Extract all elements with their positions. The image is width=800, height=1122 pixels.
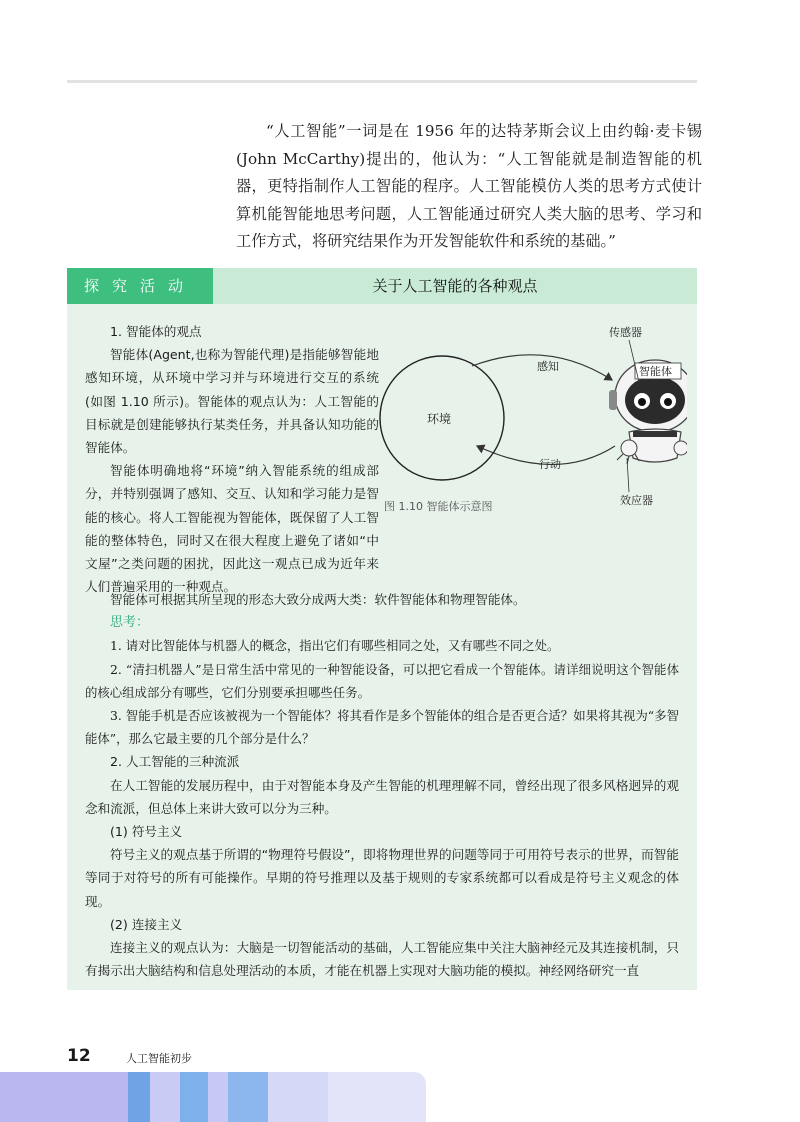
agent-label: 智能体: [639, 365, 672, 378]
symbolism-heading: (1) 符号主义: [110, 824, 183, 840]
section1-paragraph-3: 智能体可根据其所呈现的形态大致分成两大类：软件智能体和物理智能体。: [110, 592, 526, 607]
panel-tag: 探究活动: [67, 268, 213, 304]
sensor-label: 传感器: [609, 326, 642, 339]
panel-title: 关于人工智能的各种观点: [213, 268, 697, 304]
panel-header: [67, 268, 697, 304]
section1-text: [85, 320, 379, 598]
section2-heading: 2. 人工智能的三种流派: [110, 754, 240, 770]
page-number: 12: [67, 1046, 91, 1066]
connectionism-heading: (2) 连接主义: [110, 916, 183, 932]
act-label: 行动: [539, 458, 561, 471]
section1-continued: [85, 588, 679, 982]
think-question-3: 3. 智能手机是否应该被视为一个智能体？将其看作是多个智能体的组合是否更合适？如果将其视为“多智能体”，那么它最主要的几个部分是什么？: [85, 708, 679, 747]
think-question-2: 2. “清扫机器人”是日常生活中常见的一种智能设备，可以把它看成一个智能体。请详细说明这个智能体的核心组成部分有哪些，它们分别要承担哪些任务。: [85, 661, 679, 700]
think-question-1: 1. 请对比智能体与机器人的概念，指出它们有哪些相同之处，又有哪些不同之处。: [110, 638, 560, 654]
effector-label: 效应器: [620, 494, 653, 507]
book-title: 人工智能初步: [126, 1052, 192, 1065]
section2-paragraph: 在人工智能的发展历程中，由于对智能本身及产生智能的机理理解不同，曾经出现了很多风格迥异的观念和流派，但总体上来讲大致可以分为三种。: [85, 777, 679, 816]
agent-diagram: [377, 318, 687, 518]
top-rule: [67, 80, 697, 83]
perceive-label: 感知: [537, 360, 559, 373]
connectionism-text: 连接主义的观点认为：大脑是一切智能活动的基础，人工智能应集中关注大脑神经元及其连接机制，只有揭示出大脑结构和信息处理活动的本质，才能在机器上实现对大脑功能的模拟。神经网络研究一直: [85, 940, 679, 979]
agent-diagram-svg: [377, 318, 687, 518]
section1-paragraph-1: 智能体(Agent,也称为智能代理)是指能够智能地感知环境，从环境中学习并与环境进行交互的系统(如图 1.10 所示)。智能体的观点认为：人工智能的目标就是创建能够执行某类任务，并具备认知功能的智能体。: [85, 347, 379, 456]
effector-leader: [627, 458, 629, 492]
symbolism-text: 符号主义的观点基于所谓的“物理符号假设”，即将物理世界的问题等同于可用符号表示的世界，而智能等同于对符号的所有可能操作。早期的符号推理以及基于规则的专家系统都可以看成是符号主义观念的体现。: [85, 847, 679, 909]
section1-heading: 1. 智能体的观点: [110, 324, 202, 339]
figure-caption: 图 1.10 智能体示意图: [384, 500, 493, 513]
intro-paragraph: “人工智能”一词是在 1956 年的达特茅斯会议上由约翰·麦卡锡(John McCarthy)提出的，他认为：“人工智能就是制造智能的机器，更特指制作人工智能的程序。人工智能模仿人类的思考方式使计算机能智能地思考问题，人工智能通过研究人类大脑的思考、学习和工作方式，将研究结果作为开发智能软件和系统的基础。”: [236, 122, 702, 250]
environment-label: 环境: [427, 412, 452, 426]
activity-panel: [67, 268, 697, 990]
section1-paragraph-2: 智能体明确地将“环境”纳入智能系统的组成部分，并特别强调了感知、交互、认知和学习能力是智能的核心。将人工智能视为智能体，既保留了人工智能的整体特色，同时又在很大程度上避免了诸如“中文屋”之类问题的困扰，因此这一观点已成为近年来人们普遍采用的一种观点。: [85, 463, 379, 595]
think-title: 思考：: [110, 615, 150, 631]
